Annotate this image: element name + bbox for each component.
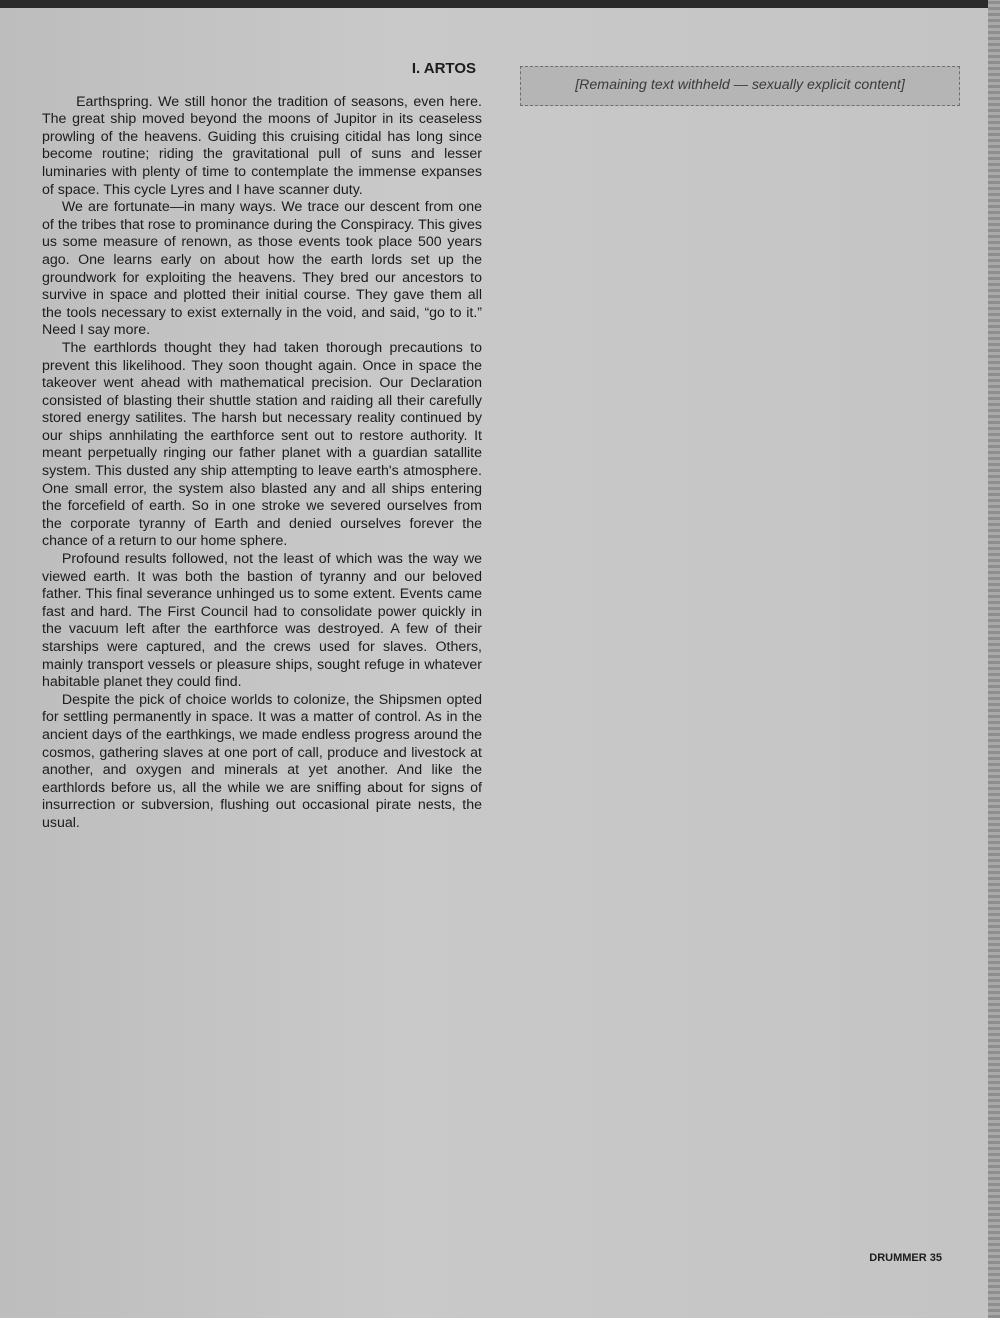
right-column	[520, 62, 960, 114]
paragraph: The earthlords thought they had taken thorough precautions to prevent this likelihood. They soon thought again. Once in space the takeover went ahead with mathematical precision. Our Declaration consisted of blasting their shuttle station and raiding all their carefully stored energy satilites. The harsh but necessary reality continued by our ships annhilating the earthforce sent out to restore authority. It meant perpetually ringing our father planet with a guardian satallite system. This dusted any ship attempting to leave earth's atmosphere. One small error, the system also blasted any and all ships entering the forcefield of earth. So in one stroke we severed ourselves from the corporate tyranny of Earth and denied ourselves forever the chance of a return to our home sphere.	[42, 339, 482, 550]
paragraph: Profound results followed, not the least of which was the way we viewed earth. It was both the bastion of tyranny and our beloved father. This final severance unhinged us to some extent. Events came fast and hard. The First Council had to consolidate power quickly in the vacuum left after the earthforce was destroyed. A few of their starships were captured, and the crews used for slaves. Others, mainly transport vessels or pleasure ships, sought refuge in whatever habitable planet they could find.	[42, 551, 482, 691]
paragraph: We are fortunate—in many ways. We trace our descent from one of the tribes that rose to prominance during the Conspiracy. This gives us some measure of renown, as those events took place 500 years ago. One learns early on about how the earth lords set up the groundwork for exploiting the heavens. They bred our ancestors to survive in space and plotted their initial course. They gave them all the tools necessary to exist externally in the void, and said, “go to it.” Need I say more.	[42, 199, 482, 339]
withheld-notice: [Remaining text withheld — sexually explicit content]	[520, 66, 960, 106]
paragraph: Earthspring. We still honor the tradition of seasons, even here. The great ship moved beyond the moons of Jupitor in its ceaseless prowling of the heavens. Guiding this cruising citidal has long since become routine; riding the gravitational pull of suns and lesser luminaries with plenty of time to contemplate the immense expanses of space. This cycle Lyres and I have scanner duty.	[42, 93, 482, 198]
scan-right-edge	[988, 0, 1000, 1318]
left-column	[42, 60, 482, 833]
scan-top-edge	[0, 0, 1000, 8]
paragraph: Despite the pick of choice worlds to colonize, the Shipsmen opted for settling permanently in space. It was a matter of control. As in the ancient days of the earthkings, we made endless progress around the cosmos, gathering slaves at one port of call, produce and livestock at another, and oxygen and minerals at yet another. And like the earthlords before us, all the while we are sniffing about for signs of insurrection or subversion, flushing out occasional pirate nests, the usual.	[42, 691, 482, 831]
page-folio: DRUMMER 35	[869, 1252, 942, 1264]
article-title: I. ARTOS	[411, 60, 476, 77]
